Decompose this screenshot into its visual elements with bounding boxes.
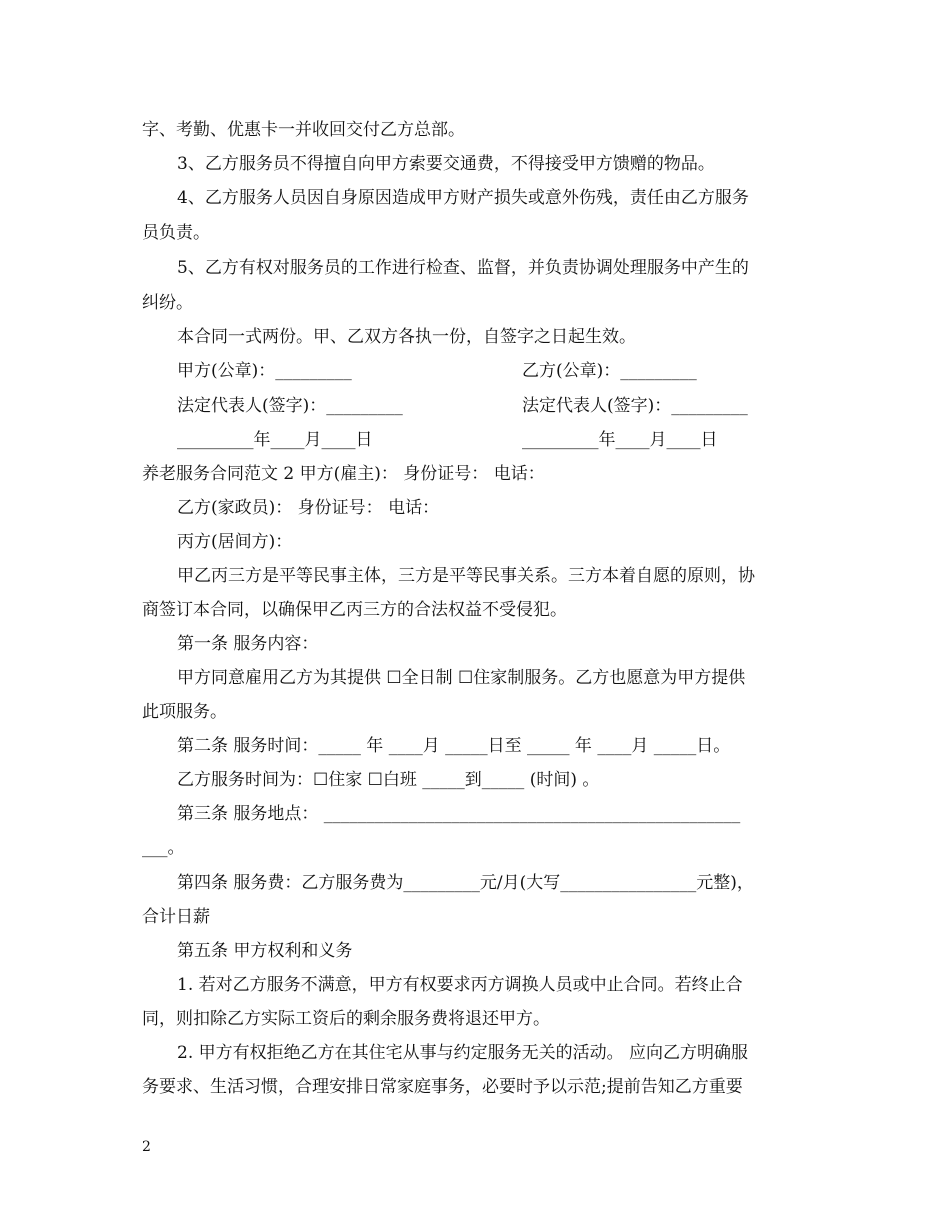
text-line: 乙方(家政员)： 身份证号： 电话：: [177, 498, 440, 518]
article-heading: 第三条 服务地点： _________________________________________________: [177, 804, 741, 824]
text-line: 商签订本合同，以确保甲乙丙三方的合法权益不受侵犯。: [142, 600, 567, 620]
party-b-rep-line: 法定代表人(签字)：_________: [522, 396, 748, 416]
text-line: 2. 甲方有权拒绝乙方在其住宅从事与约定服务无关的活动。 应向乙方明确服: [177, 1043, 749, 1063]
page-number: 2: [142, 1139, 151, 1155]
text-line: 同，则扣除乙方实际工资后的剩余服务费将退还甲方。: [142, 1009, 550, 1029]
party-b-date-line: _________年____月____日: [522, 430, 718, 450]
text-line: 5、乙方有权对服务员的工作进行检查、监督，并负责协调处理服务中产生的: [177, 258, 749, 278]
text-line: 乙方服务时间为：☐住家 ☐白班 _____到_____ (时间) 。: [177, 770, 600, 790]
party-a-date-line: _________年____月____日: [177, 430, 373, 450]
text-line: 纠纷。: [142, 293, 193, 313]
text-line: 务要求、生活习惯，合理安排日常家庭事务，必要时予以示范;提前告知乙方重要: [142, 1077, 743, 1097]
text-line: 字、考勤、优惠卡一并收回交付乙方总部。: [142, 120, 465, 140]
party-b-seal-line: 乙方(公章)：_________: [522, 361, 697, 381]
article-heading: 第二条 服务时间：_____ 年 ____月 _____日至 _____ 年 ____月 _____日。: [177, 736, 731, 756]
text-line: 甲乙丙三方是平等民事主体，三方是平等民事关系。三方本着自愿的原则，协: [177, 566, 755, 586]
text-line: 甲方同意雇用乙方为其提供 ☐全日制 ☐住家制服务。乙方也愿意为甲方提供: [177, 668, 746, 688]
party-a-seal-line: 甲方(公章)：_________: [177, 361, 352, 381]
text-line: 员负责。: [142, 223, 210, 243]
text-line: 4、乙方服务人员因自身原因造成甲方财产损失或意外伤残，责任由乙方服务: [177, 188, 749, 208]
text-line: 丙方(居间方)：: [177, 532, 293, 552]
article-heading: 第四条 服务费：乙方服务费为_________元/月(大写________________元整)，: [177, 873, 754, 893]
article-heading: 第一条 服务内容：: [177, 634, 319, 654]
text-line: 此项服务。: [142, 702, 227, 722]
text-line: 3、乙方服务员不得擅自向甲方索要交通费，不得接受甲方馈赠的物品。: [177, 154, 715, 174]
text-line: 合计日薪: [142, 907, 210, 927]
text-line: 1. 若对乙方服务不满意，甲方有权要求丙方调换人员或中止合同。若终止合: [177, 975, 743, 995]
text-line: 本合同一式两份。甲、乙双方各执一份，自签字之日起生效。: [177, 327, 636, 347]
text-line: ___。: [142, 838, 185, 858]
party-a-rep-line: 法定代表人(签字)：_________: [177, 396, 403, 416]
contract-2-title-line: 养老服务合同范文 2 甲方(雇主)： 身份证号： 电话：: [142, 464, 545, 484]
article-heading: 第五条 甲方权利和义务: [177, 941, 353, 961]
